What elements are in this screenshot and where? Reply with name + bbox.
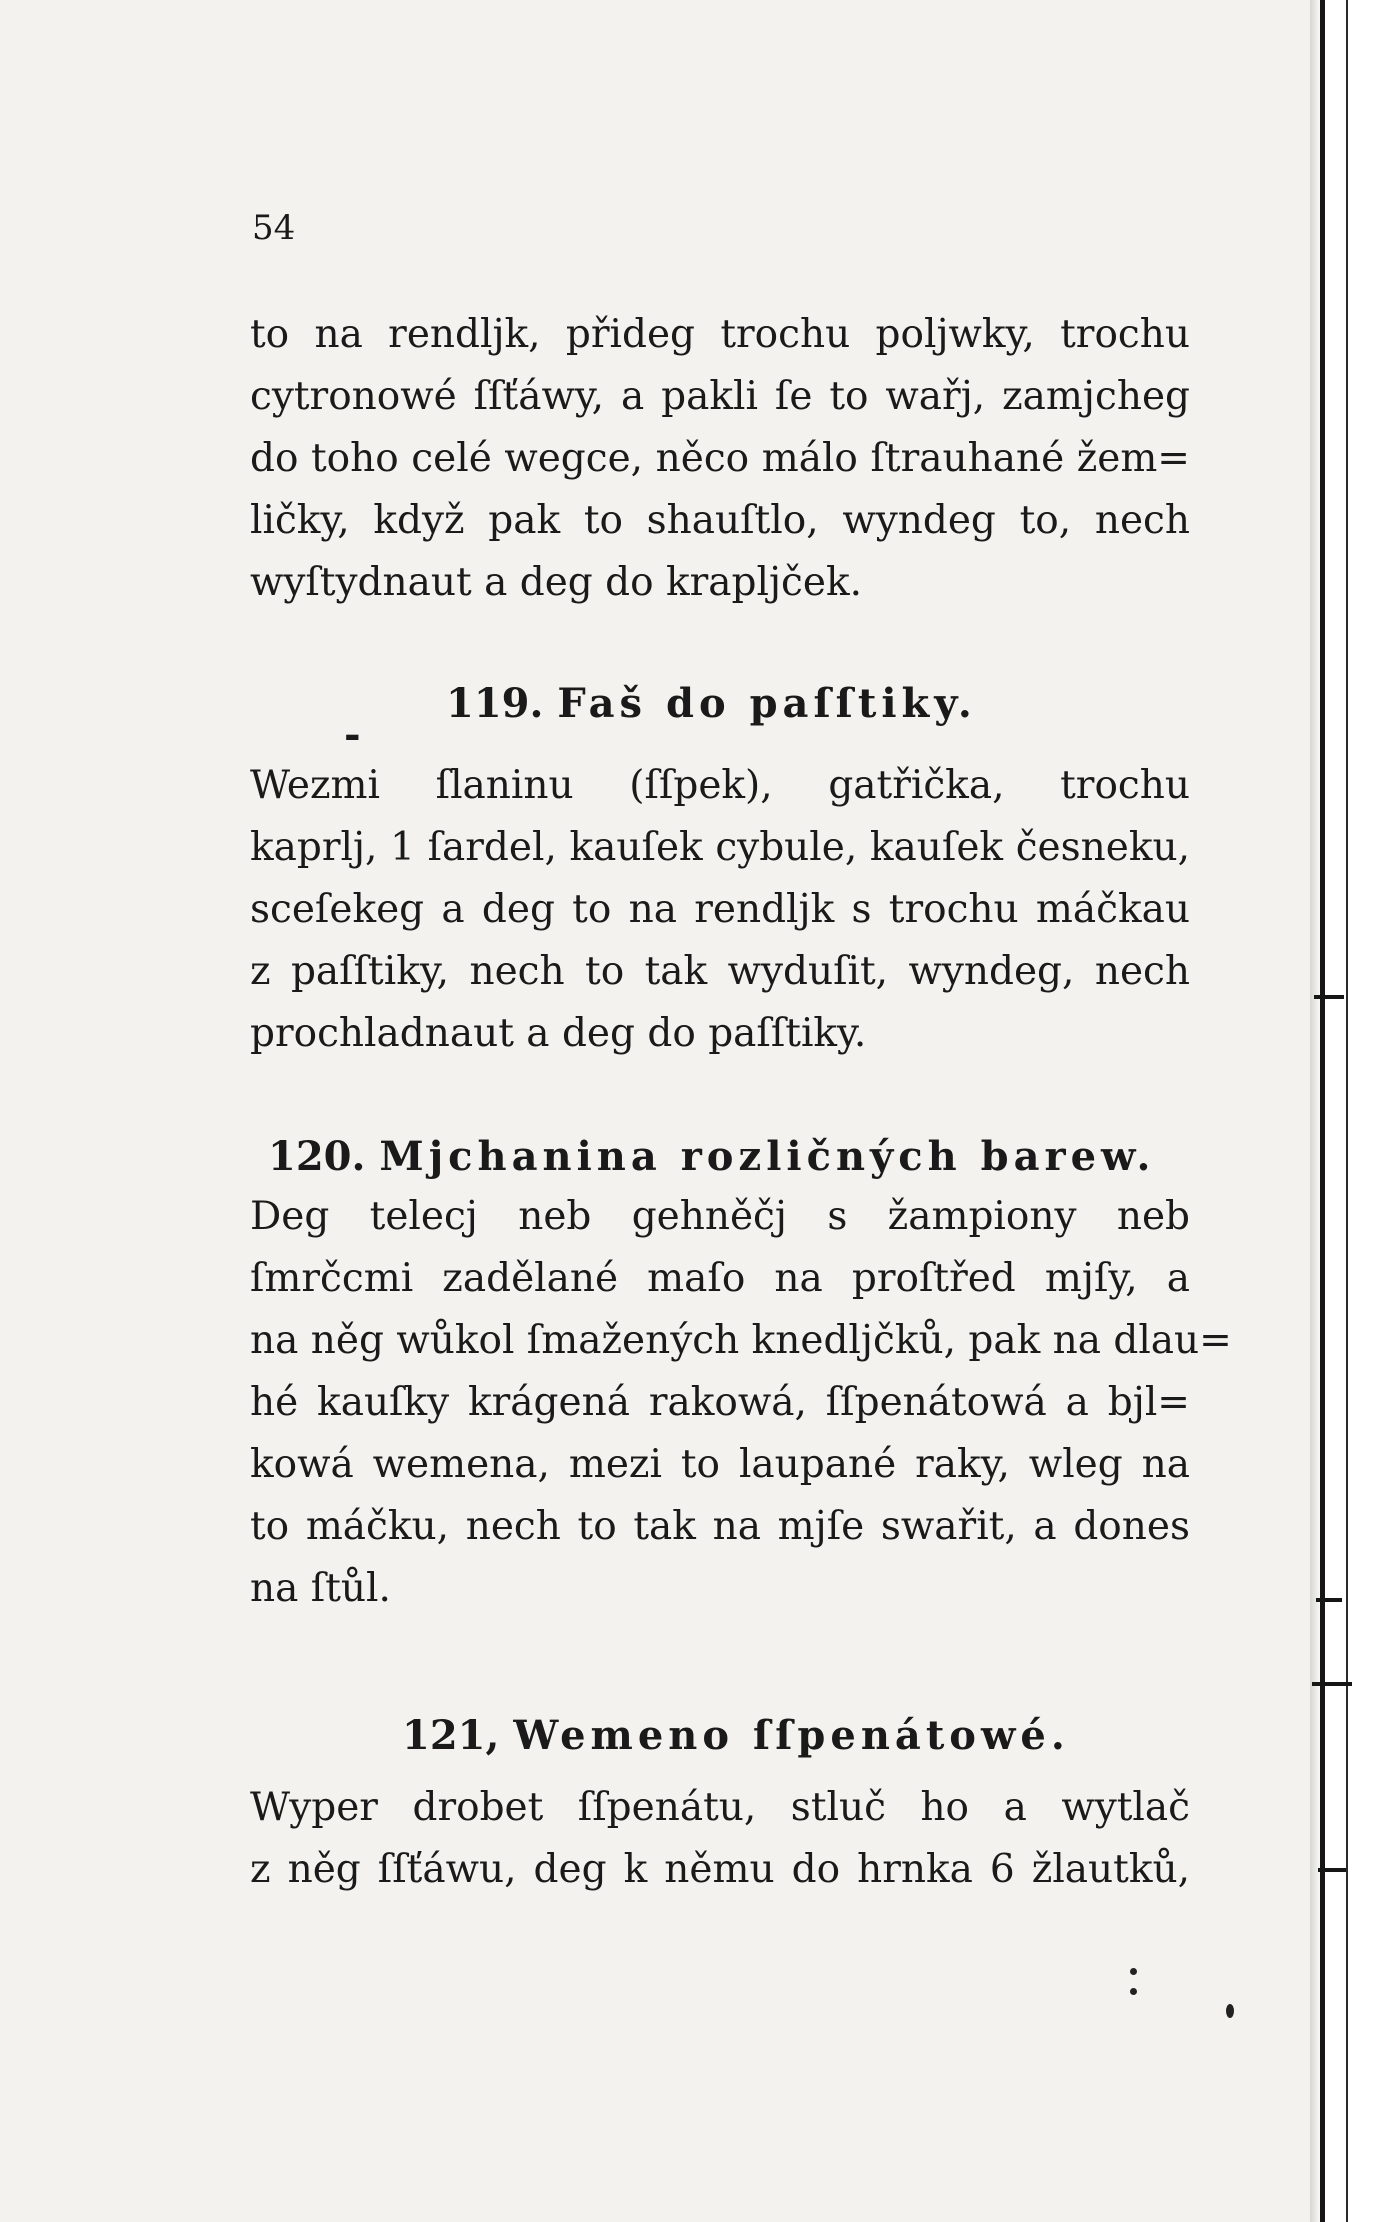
binding-line: [1320, 0, 1325, 2222]
text-line: hé kauſky krágená rakowá, ſſpenátowá a bjl=: [250, 1380, 1190, 1425]
text-line: Deg telecj neb gehněčj s žampiony neb: [250, 1194, 1190, 1239]
recipe-body-120: [250, 1186, 1232, 1620]
recipe-number: 119.: [446, 680, 544, 727]
text-line: na ſtůl.: [250, 1566, 391, 1611]
recipe-heading-119: [446, 673, 977, 735]
text-line: kowá wemena, mezi to laupané raky, wleg na: [250, 1442, 1190, 1487]
text-line: na něg wůkol ſmažených knedljčků, pak na dlau=: [250, 1318, 1232, 1363]
ink-speck: [1130, 1968, 1137, 1975]
recipe-heading-121: [402, 1705, 1070, 1767]
recipe-number: 121,: [402, 1712, 500, 1759]
margin-tick: [1316, 1598, 1342, 1602]
ink-speck: [1130, 1988, 1137, 1995]
margin-dash: -: [344, 711, 361, 758]
text-line: Wyper drobet ſſpenátu, stluč ho a wytlač: [250, 1785, 1190, 1830]
text-line: prochladnaut a deg do paſſtiky.: [250, 1011, 867, 1056]
text-line: Wezmi ſlaninu (ſſpek), gatřička, trochu: [250, 763, 1190, 808]
recipe-title: Faš do paſſtiky.: [557, 680, 977, 727]
text-line: kaprlj, 1 ſardel, kauſek cybule, kauſek česneku,: [250, 825, 1190, 870]
recipe-body-119: [250, 755, 1190, 1065]
intro-paragraph: [250, 304, 1190, 614]
text-line: wyſtydnaut a deg do krapljček.: [250, 560, 862, 605]
recipe-heading-120: [268, 1126, 1155, 1188]
margin-tick: [1318, 1868, 1346, 1872]
text-line: to máčku, nech to tak na mjſe swařit, a dones: [250, 1504, 1190, 1549]
text-line: do toho celé wegce, něco málo ſtrauhané žem=: [250, 436, 1190, 481]
page-number: 54: [252, 208, 296, 248]
text-line: ličky, když pak to shauſtlo, wyndeg to, nech: [250, 498, 1190, 543]
text-line: cytronowé ſſťáwy, a pakli ſe to wařj, zamjcheg: [250, 374, 1190, 419]
recipe-title: Mjchanina rozličných barew.: [379, 1133, 1156, 1180]
text-line: sceſekeg a deg to na rendljk s trochu máčkau: [250, 887, 1190, 932]
margin-tick: [1314, 995, 1344, 999]
binding-line-thin: [1346, 0, 1348, 2222]
text-line: z paſſtiky, nech to tak wyduſit, wyndeg, nech: [250, 949, 1190, 994]
recipe-body-121: [250, 1777, 1190, 1901]
text-line: z něg ſſťáwu, deg k němu do hrnka 6 žlautků,: [250, 1847, 1190, 1892]
recipe-number: 120.: [268, 1133, 366, 1180]
ink-speck: [1226, 2004, 1234, 2018]
text-line: to na rendljk, přideg trochu poljwky, trochu: [250, 312, 1190, 357]
recipe-title: Wemeno ſſpenátowé.: [513, 1712, 1070, 1759]
margin-tick: [1312, 1682, 1352, 1686]
text-line: ſmrčcmi zadělané maſo na proſtřed mjſy, a: [250, 1256, 1190, 1301]
